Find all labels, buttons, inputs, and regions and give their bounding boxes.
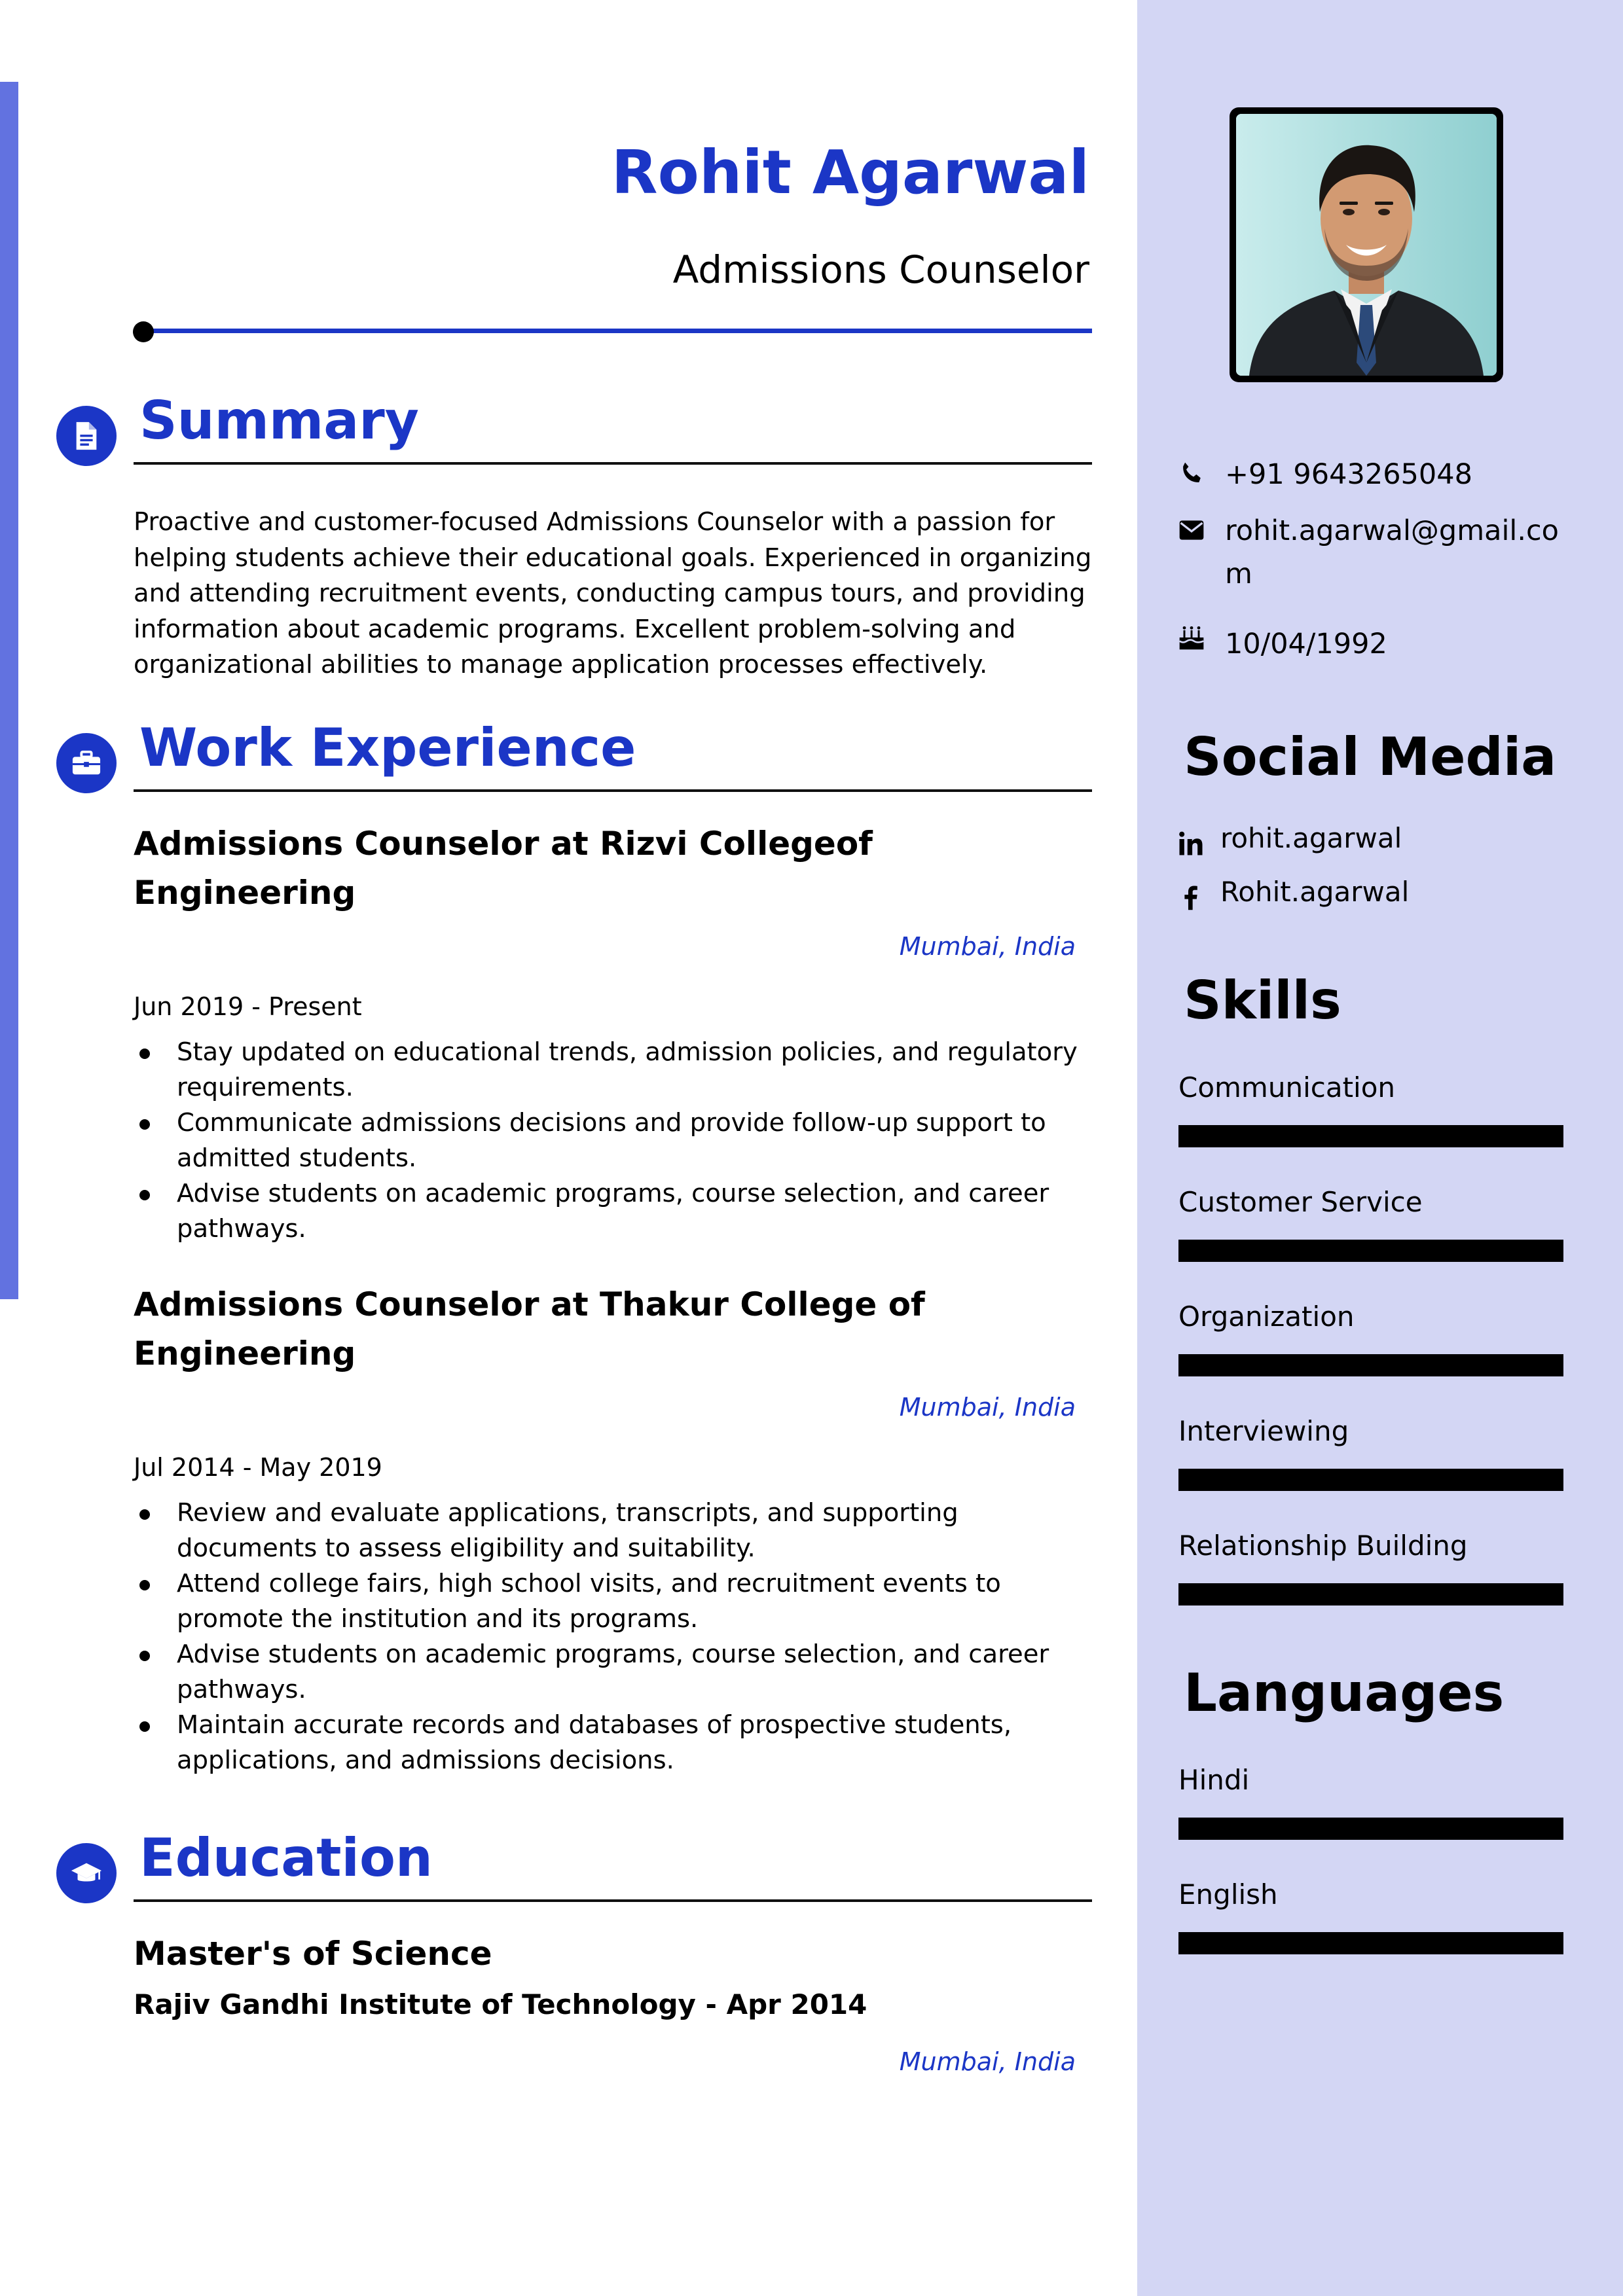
skill-bar [1178,1469,1563,1491]
job-dates: Jun 2019 - Present [134,992,362,1021]
language-label: Hindi [1178,1764,1250,1796]
skill-bar [1178,1125,1563,1147]
education-heading: Education [139,1827,433,1888]
skill-label: Customer Service [1178,1186,1423,1218]
skill-bar [1178,1583,1563,1605]
skill-bar [1178,1354,1563,1376]
summary-divider [134,462,1092,465]
document-icon [56,406,117,466]
profile-photo [1236,114,1497,376]
job-bullet: Attend college fairs, high school visits, and recruitment events to promote the institution and its programs. [134,1566,1096,1637]
job-bullet: Stay updated on educational trends, admission policies, and regulatory requirements. [134,1035,1096,1105]
skill-label: Interviewing [1178,1415,1349,1447]
phone-icon [1177,459,1206,488]
work-experience-divider [134,789,1092,792]
summary-text: Proactive and customer-focused Admissions Counselor with a passion for helping students achieve their educational goals. Experienced in organizing and attending recruitment events, conducting campus tours, and providing information about academic programs. Excellent problem-solving and organizational abilities to manage application processes effectively. [134,507,1092,679]
job-bullets [134,1496,1096,1778]
header-divider [144,329,1092,333]
language-label: English [1178,1878,1278,1910]
languages-heading: Languages [1184,1662,1504,1723]
job-bullet: Communicate admissions decisions and provide follow-up support to admitted students. [134,1105,1096,1176]
linkedin-icon[interactable] [1177,830,1205,857]
education-location: Mumbai, India [899,2047,1076,2076]
job-title: Admissions Counselor at Rizvi Collegeof Engineering [134,825,873,912]
education-divider [134,1899,1092,1902]
left-accent-strip [0,82,18,1299]
skill-label: Organization [1178,1300,1355,1333]
social-media-heading: Social Media [1184,726,1557,787]
facebook-handle[interactable]: Rohit.agarwal [1220,876,1410,908]
summary-heading: Summary [139,390,419,451]
facebook-icon[interactable] [1177,884,1205,911]
language-bar [1178,1818,1563,1840]
email-address: rohit.agarwal@gmail.com [1225,514,1559,590]
school-name: Rajiv Gandhi Institute of Technology - Apr 2014 [134,1988,867,2020]
job-location: Mumbai, India [899,1393,1076,1422]
work-experience-heading: Work Experience [139,717,636,778]
job-dates: Jul 2014 - May 2019 [134,1453,382,1482]
resume-job-title: Admissions Counselor [672,247,1089,292]
birthday-cake-icon [1177,623,1206,652]
header-divider-dot [133,321,154,342]
graduation-cap-icon [56,1843,117,1903]
linkedin-handle[interactable]: rohit.agarwal [1220,822,1402,854]
left-accent-strip-tip [0,1217,20,1302]
job-bullet: Advise students on academic programs, course selection, and career pathways. [134,1176,1096,1247]
phone-number: +91 9643265048 [1225,458,1472,491]
job-location: Mumbai, India [899,932,1076,961]
skill-label: Communication [1178,1071,1396,1103]
job-bullets [134,1035,1096,1247]
skill-bar [1178,1240,1563,1262]
resume-name: Rohit Agarwal [611,137,1089,207]
job-bullet: Maintain accurate records and databases of prospective students, applications, and admissions decisions. [134,1708,1096,1778]
job-title: Admissions Counselor at Thakur College of Engineering [134,1285,925,1372]
skill-label: Relationship Building [1178,1530,1468,1562]
date-of-birth: 10/04/1992 [1225,628,1387,660]
job-bullet: Review and evaluate applications, transcripts, and supporting documents to assess eligibility and suitability. [134,1496,1096,1566]
briefcase-icon [56,733,117,793]
skills-heading: Skills [1184,970,1341,1031]
language-bar [1178,1932,1563,1954]
job-bullet: Advise students on academic programs, course selection, and career pathways. [134,1637,1096,1708]
envelope-icon [1177,516,1206,545]
degree-name: Master's of Science [134,1935,492,1973]
